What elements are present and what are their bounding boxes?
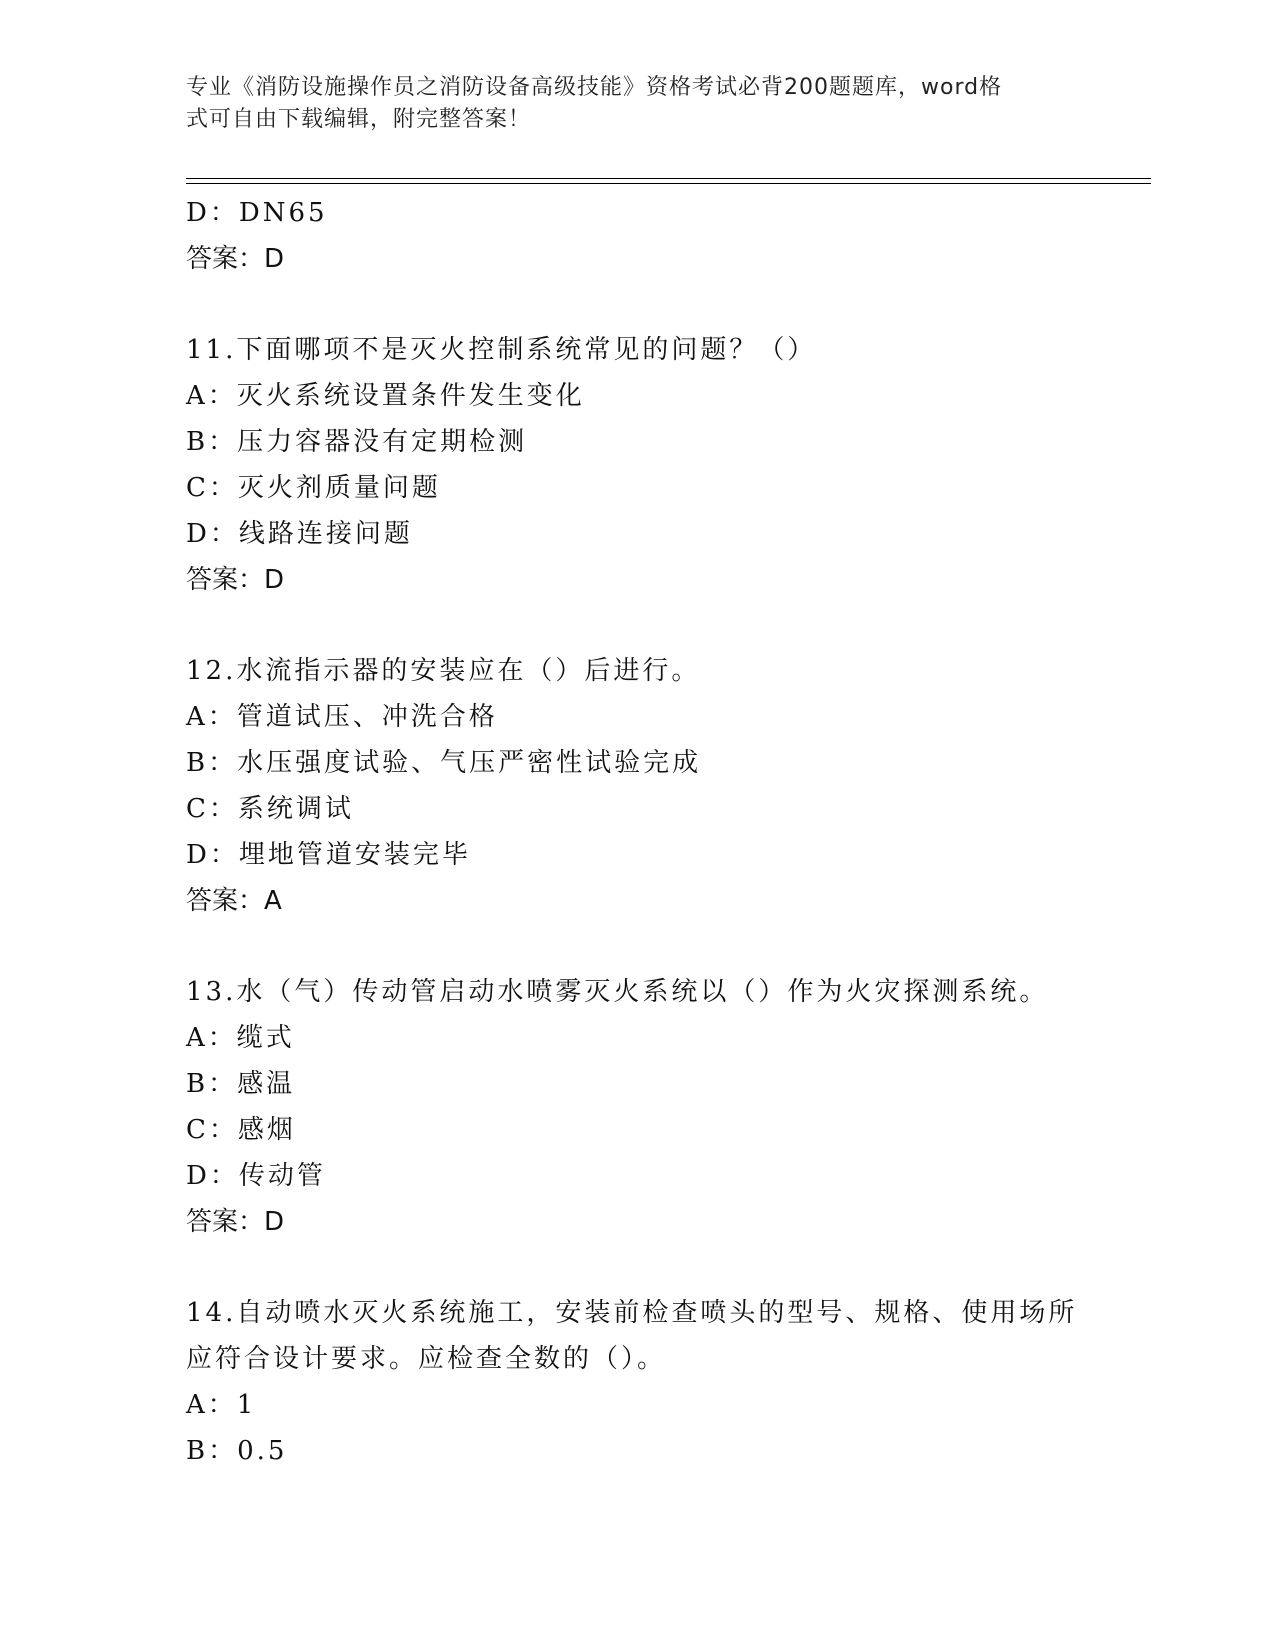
answer: 答案：D [186, 1207, 285, 1237]
option-c: C：感烟 [186, 1115, 296, 1145]
option-a: A：1 [186, 1390, 257, 1420]
question-stem: 13.水（气）传动管启动水喷雾灭火系统以（）作为火灾探测系统。 [186, 977, 1049, 1007]
option-a: A：灭火系统设置条件发生变化 [186, 381, 585, 411]
header-line-1: 专业《消防设施操作员之消防设备高级技能》资格考试必背200题题库，word格 [186, 75, 1003, 100]
answer-prev: 答案：D [186, 244, 285, 274]
option-d-prev: D：DN65 [186, 198, 328, 228]
document-header [186, 72, 1086, 136]
option-d: D：线路连接问题 [186, 519, 413, 549]
question-12 [186, 648, 1086, 924]
answer: 答案：A [186, 886, 282, 916]
question-stem: 12.水流指示器的安装应在（）后进行。 [186, 656, 701, 686]
option-b: B：水压强度试验、气压严密性试验完成 [186, 748, 702, 778]
option-a: A：缆式 [186, 1023, 295, 1053]
header-line-2: 式可自由下载编辑，附完整答案！ [186, 107, 532, 132]
option-d: D：传动管 [186, 1161, 326, 1191]
answer: 答案：D [186, 565, 285, 595]
option-c: C：系统调试 [186, 794, 354, 824]
question-14 [186, 1290, 1086, 1474]
question-stem: 11.下面哪项不是灭火控制系统常见的问题？（） [186, 335, 817, 365]
question-stem-line-1: 14.自动喷水灭火系统施工，安装前检查喷头的型号、规格、使用场所 [186, 1298, 1078, 1328]
option-a: A：管道试压、冲洗合格 [186, 702, 498, 732]
option-c: C：灭火剂质量问题 [186, 473, 441, 503]
header-divider-bottom [186, 183, 1151, 184]
header-divider-top [186, 178, 1151, 179]
question-13 [186, 969, 1086, 1245]
question-list [186, 190, 1086, 1474]
option-b: B：感温 [186, 1069, 296, 1099]
option-b: B：0.5 [186, 1436, 288, 1466]
question-11 [186, 327, 1086, 603]
option-d: D：埋地管道安装完毕 [186, 840, 471, 870]
question-stem-line-2: 应符合设计要求。应检查全数的（）。 [186, 1344, 667, 1374]
option-b: B：压力容器没有定期检测 [186, 427, 528, 457]
